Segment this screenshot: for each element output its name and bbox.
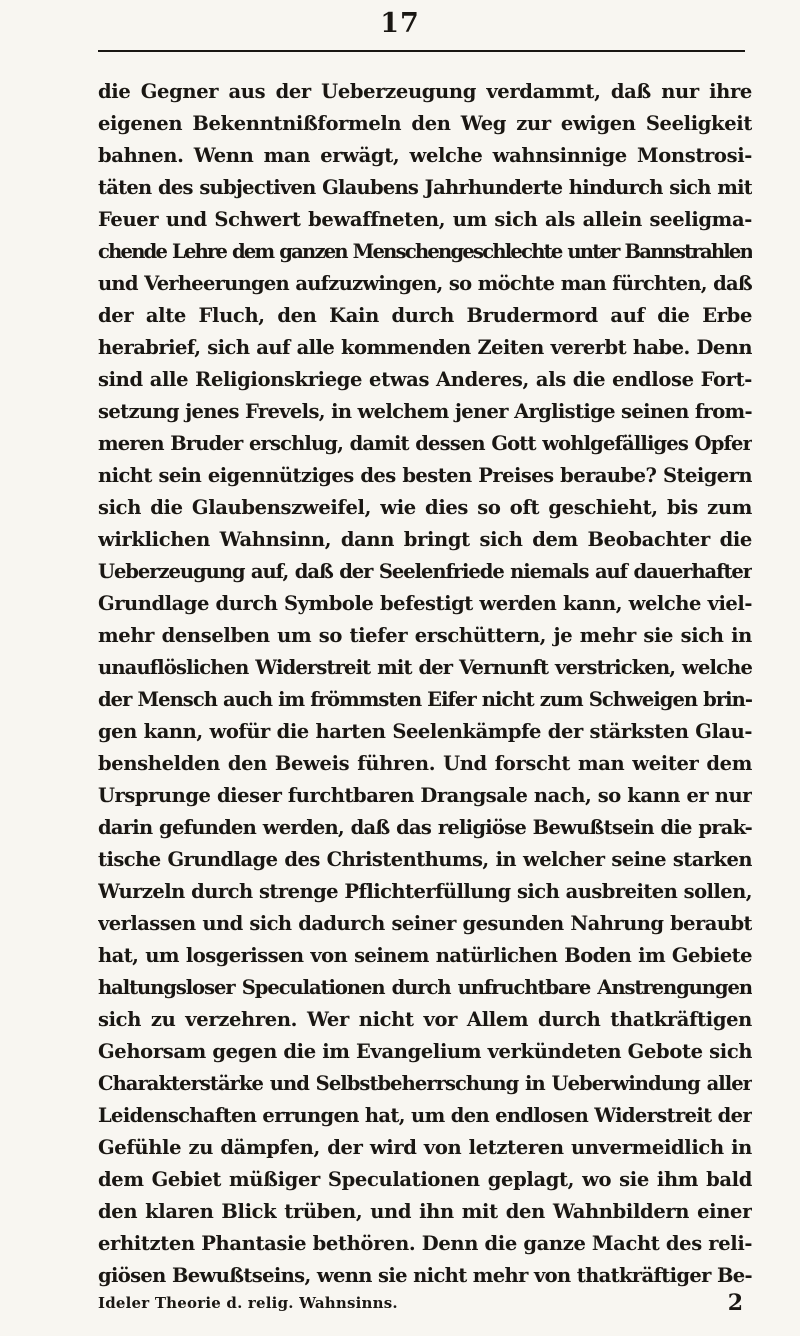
text-line: giösen Bewußtseins, wenn sie nicht mehr von thatkräftiger Be- [98, 1264, 752, 1287]
text-line: setzung jenes Frevels, in welchem jener Arglistige seinen from- [98, 400, 752, 423]
text-line: der Mensch auch im frömmsten Eifer nicht zum Schweigen brin- [98, 688, 752, 711]
text-line: Ursprunge dieser furchtbaren Drangsale nach, so kann er nur [98, 784, 752, 807]
header-rule [98, 50, 745, 52]
page-number: 17 [380, 8, 420, 39]
text-line: gen kann, wofür die harten Seelenkämpfe der stärksten Glau- [98, 720, 752, 743]
text-line: nicht sein eigennütziges des besten Preises beraube? Steigern [98, 464, 752, 487]
text-line: erhitzten Phantasie bethören. Denn die ganze Macht des reli- [98, 1232, 752, 1255]
text-line: darin gefunden werden, daß das religiöse Bewußtsein die prak- [98, 816, 752, 839]
text-line: Gehorsam gegen die im Evangelium verkündeten Gebote sich [98, 1040, 752, 1063]
text-line: sich die Glaubenszweifel, wie dies so oft geschieht, bis zum [98, 496, 752, 519]
page-footer [98, 1290, 743, 1318]
text-line: Feuer und Schwert bewaffneten, um sich als allein seeligma- [98, 208, 752, 231]
text-line: eigenen Bekenntnißformeln den Weg zur ewigen Seeligkeit [98, 112, 752, 135]
text-line: die Gegner aus der Ueberzeugung verdammt, daß nur ihre [98, 80, 752, 103]
text-line: unauflöslichen Widerstreit mit der Vernunft verstricken, welche [98, 656, 752, 679]
text-line: täten des subjectiven Glaubens Jahrhunderte hindurch sich mit [98, 176, 752, 199]
signature-number: 2 [727, 1290, 743, 1316]
text-line: tische Grundlage des Christenthums, in welcher seine starken [98, 848, 752, 871]
text-line: den klaren Blick trüben, und ihn mit den Wahnbildern einer [98, 1200, 752, 1223]
text-line: Grundlage durch Symbole befestigt werden kann, welche viel- [98, 592, 752, 615]
text-line: Leidenschaften errungen hat, um den endlosen Widerstreit der [98, 1104, 752, 1127]
text-line: Wurzeln durch strenge Pflichterfüllung sich ausbreiten sollen, [98, 880, 752, 903]
body-text [98, 76, 752, 1292]
text-line: bahnen. Wenn man erwägt, welche wahnsinnige Monstrosi- [98, 144, 752, 167]
text-line: herabrief, sich auf alle kommenden Zeiten vererbt habe. Denn [98, 336, 752, 359]
text-line: chende Lehre dem ganzen Menschengeschlechte unter Bannstrahlen [98, 240, 752, 263]
text-line: sich zu verzehren. Wer nicht vor Allem durch thatkräftigen [98, 1008, 752, 1031]
text-line: sind alle Religionskriege etwas Anderes, als die endlose Fort- [98, 368, 752, 391]
printer-signature: Ideler Theorie d. relig. Wahnsinns. [98, 1294, 398, 1312]
text-line: dem Gebiet müßiger Speculationen geplagt, wo sie ihm bald [98, 1168, 752, 1191]
text-line: hat, um losgerissen von seinem natürlichen Boden im Gebiete [98, 944, 752, 967]
text-line: Charakterstärke und Selbstbeherrschung in Ueberwindung aller [98, 1072, 752, 1095]
text-line: mehr denselben um so tiefer erschüttern, je mehr sie sich in [98, 624, 752, 647]
text-line: Gefühle zu dämpfen, der wird von letzteren unvermeidlich in [98, 1136, 752, 1159]
text-line: Ueberzeugung auf, daß der Seelenfriede niemals auf dauerhafter [98, 560, 752, 583]
text-line: und Verheerungen aufzuzwingen, so möchte man fürchten, daß [98, 272, 752, 295]
text-line: haltungsloser Speculationen durch unfruchtbare Anstrengungen [98, 976, 752, 999]
text-line: meren Bruder erschlug, damit dessen Gott wohlgefälliges Opfer [98, 432, 752, 455]
text-line: wirklichen Wahnsinn, dann bringt sich dem Beobachter die [98, 528, 752, 551]
text-line: benshelden den Beweis führen. Und forscht man weiter dem [98, 752, 752, 775]
text-line: verlassen und sich dadurch seiner gesunden Nahrung beraubt [98, 912, 752, 935]
text-line: der alte Fluch, den Kain durch Brudermord auf die Erbe [98, 304, 752, 327]
